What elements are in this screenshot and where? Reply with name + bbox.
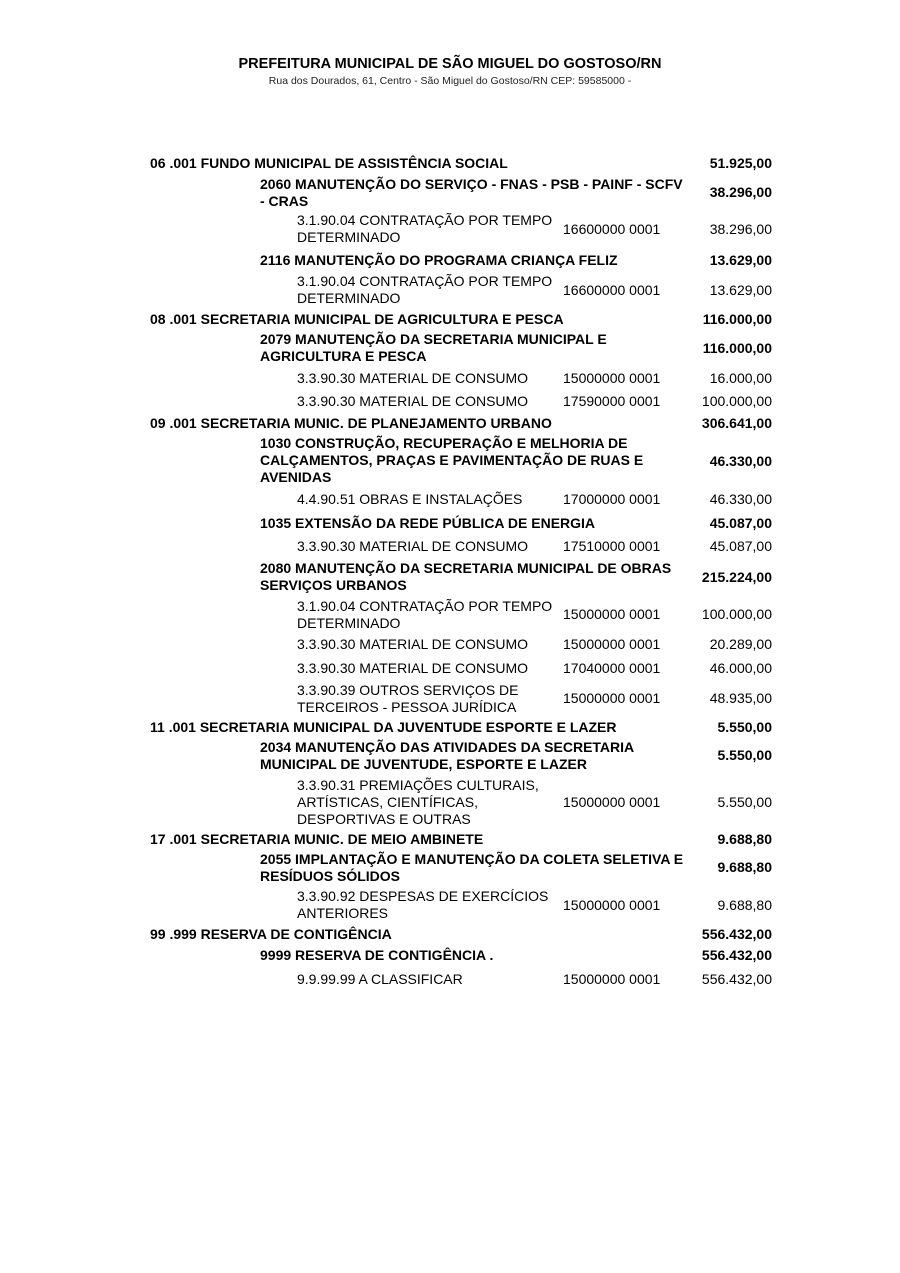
action-row <box>150 435 772 486</box>
funding-source: 17000000 0001 <box>563 491 661 507</box>
funding-source: 15000000 0001 <box>563 636 661 652</box>
action-label: 2060 MANUTENÇÃO DO SERVIÇO - FNAS - PSB - PAINF - SCFV - CRAS <box>260 176 683 209</box>
org-unit-amount: 556.432,00 <box>701 926 772 942</box>
action-amount: 46.330,00 <box>709 453 772 469</box>
expense-amount: 38.296,00 <box>709 221 772 237</box>
expense-element-row <box>150 538 772 555</box>
org-unit-amount: 5.550,00 <box>717 719 772 735</box>
action-row <box>150 515 772 532</box>
document-address: Rua dos Dourados, 61, Centro - São Miguel do Gostoso/RN CEP: 59585000 - <box>268 75 632 87</box>
org-unit-label: 99 .999 RESERVA DE CONTIGÊNCIA <box>150 926 392 942</box>
expense-element-row <box>150 273 772 307</box>
funding-source: 15000000 0001 <box>563 897 661 913</box>
funding-source: 15000000 0001 <box>563 794 661 810</box>
org-unit-row <box>150 415 772 432</box>
action-label: 2116 MANUTENÇÃO DO PROGRAMA CRIANÇA FELIZ <box>260 252 618 268</box>
org-unit-row <box>150 926 772 943</box>
action-label: 2080 MANUTENÇÃO DA SECRETARIA MUNICIPAL DE OBRAS SERVIÇOS URBANOS <box>260 560 672 593</box>
expense-element-label: 3.3.90.30 MATERIAL DE CONSUMO <box>297 538 529 554</box>
action-label: 1030 CONSTRUÇÃO, RECUPERAÇÃO E MELHORIA DE CALÇAMENTOS, PRAÇAS E PAVIMENTAÇÃO DE RUAS E AVENIDAS <box>260 435 644 485</box>
funding-source: 15000000 0001 <box>563 606 661 622</box>
document-title: PREFEITURA MUNICIPAL DE SÃO MIGUEL DO GOSTOSO/RN <box>238 56 662 72</box>
org-unit-label: 08 .001 SECRETARIA MUNICIPAL DE AGRICULTURA E PESCA <box>150 311 564 327</box>
org-unit-label: 06 .001 FUNDO MUNICIPAL DE ASSISTÊNCIA SOCIAL <box>150 155 508 171</box>
action-label: 9999 RESERVA DE CONTIGÊNCIA . <box>260 947 494 963</box>
org-unit-amount: 9.688,80 <box>717 831 772 847</box>
expense-amount: 556.432,00 <box>701 971 772 987</box>
expense-amount: 9.688,80 <box>717 897 772 913</box>
expense-amount: 20.289,00 <box>709 636 772 652</box>
org-unit-row <box>150 719 772 736</box>
action-row <box>150 176 772 210</box>
action-row <box>150 947 772 964</box>
expense-element-label: 3.3.90.30 MATERIAL DE CONSUMO <box>297 393 529 409</box>
action-row <box>150 851 772 885</box>
action-amount: 215.224,00 <box>701 569 772 585</box>
org-unit-label: 11 .001 SECRETARIA MUNICIPAL DA JUVENTUDE ESPORTE E LAZER <box>150 719 617 735</box>
expense-element-label: 3.1.90.04 CONTRATAÇÃO POR TEMPO DETERMINADO <box>297 598 553 631</box>
expense-element-label: 3.3.90.30 MATERIAL DE CONSUMO <box>297 660 529 676</box>
expense-amount: 46.330,00 <box>709 491 772 507</box>
action-row <box>150 560 772 594</box>
expense-element-row <box>150 393 772 410</box>
expense-amount: 45.087,00 <box>709 538 772 554</box>
expense-element-row <box>150 212 772 246</box>
org-unit-amount: 51.925,00 <box>709 155 772 171</box>
expense-element-row <box>150 370 772 387</box>
expense-element-label: 3.1.90.04 CONTRATAÇÃO POR TEMPO DETERMINADO <box>297 212 553 245</box>
expense-amount: 13.629,00 <box>709 282 772 298</box>
org-unit-label: 17 .001 SECRETARIA MUNIC. DE MEIO AMBINETE <box>150 831 484 847</box>
org-unit-row <box>150 831 772 848</box>
funding-source: 17040000 0001 <box>563 660 661 676</box>
expense-element-row <box>150 598 772 632</box>
action-label: 2034 MANUTENÇÃO DAS ATIVIDADES DA SECRETARIA MUNICIPAL DE JUVENTUDE, ESPORTE E LAZER <box>260 739 634 772</box>
action-amount: 45.087,00 <box>709 515 772 531</box>
expense-amount: 5.550,00 <box>717 794 772 810</box>
org-unit-amount: 306.641,00 <box>701 415 772 431</box>
action-amount: 9.688,80 <box>717 859 772 875</box>
expense-amount: 46.000,00 <box>709 660 772 676</box>
expense-element-label: 3.3.90.31 PREMIAÇÕES CULTURAIS, ARTÍSTICAS, CIENTÍFICAS, DESPORTIVAS E OUTRAS <box>297 777 539 827</box>
expense-element-row <box>150 888 772 922</box>
funding-source: 17510000 0001 <box>563 538 661 554</box>
expense-amount: 100.000,00 <box>701 606 772 622</box>
expense-element-row <box>150 491 772 508</box>
org-unit-amount: 116.000,00 <box>702 311 772 327</box>
expense-element-label: 3.1.90.04 CONTRATAÇÃO POR TEMPO DETERMINADO <box>297 273 553 306</box>
funding-source: 15000000 0001 <box>563 370 661 386</box>
expense-amount: 100.000,00 <box>701 393 772 409</box>
action-label: 2055 IMPLANTAÇÃO E MANUTENÇÃO DA COLETA SELETIVA E RESÍDUOS SÓLIDOS <box>260 851 684 884</box>
action-label: 2079 MANUTENÇÃO DA SECRETARIA MUNICIPAL E AGRICULTURA E PESCA <box>260 331 607 364</box>
expense-element-label: 3.3.90.30 MATERIAL DE CONSUMO <box>297 370 529 386</box>
expense-element-label: 4.4.90.51 OBRAS E INSTALAÇÕES <box>297 491 523 507</box>
action-row <box>150 331 772 365</box>
expense-element-row <box>150 682 772 716</box>
expense-element-row <box>150 971 772 988</box>
expense-element-label: 3.3.90.30 MATERIAL DE CONSUMO <box>297 636 529 652</box>
funding-source: 15000000 0001 <box>563 971 661 987</box>
funding-source: 17590000 0001 <box>563 393 661 409</box>
action-label: 1035 EXTENSÃO DA REDE PÚBLICA DE ENERGIA <box>260 515 596 531</box>
expense-element-label: 3.3.90.39 OUTROS SERVIÇOS DE TERCEIROS - PESSOA JURÍDICA <box>297 682 519 715</box>
expense-element-label: 9.9.99.99 A CLASSIFICAR <box>297 971 463 987</box>
org-unit-label: 09 .001 SECRETARIA MUNIC. DE PLANEJAMENTO URBANO <box>150 415 552 431</box>
action-row <box>150 252 772 269</box>
expense-element-row <box>150 660 772 677</box>
action-amount: 5.550,00 <box>717 747 772 763</box>
org-unit-row <box>150 311 772 328</box>
funding-source: 15000000 0001 <box>563 690 661 706</box>
expense-amount: 16.000,00 <box>709 370 772 386</box>
action-amount: 38.296,00 <box>709 184 772 200</box>
org-unit-row <box>150 155 772 172</box>
expense-amount: 48.935,00 <box>709 690 772 706</box>
funding-source: 16600000 0001 <box>563 221 661 237</box>
expense-element-row <box>150 636 772 653</box>
action-row <box>150 739 772 773</box>
expense-element-label: 3.3.90.92 DESPESAS DE EXERCÍCIOS ANTERIORES <box>297 888 549 921</box>
action-amount: 13.629,00 <box>709 252 772 268</box>
action-amount: 116.000,00 <box>702 340 772 356</box>
funding-source: 16600000 0001 <box>563 282 661 298</box>
expense-element-row <box>150 777 772 828</box>
action-amount: 556.432,00 <box>701 947 772 963</box>
